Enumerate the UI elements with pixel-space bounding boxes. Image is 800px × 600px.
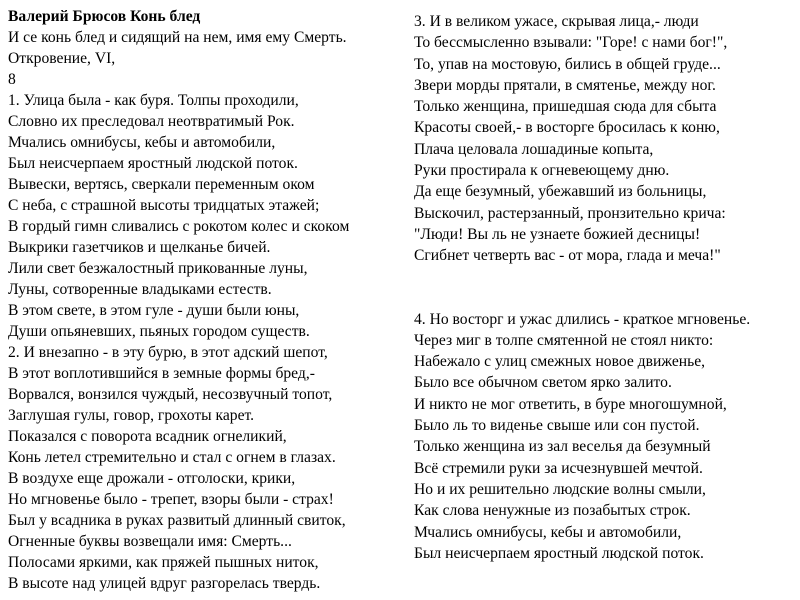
- verse-line: В гордый гимн сливались с рокотом колес и скоком: [8, 218, 350, 235]
- left-column: [8, 0, 400, 594]
- verse-line: Был неисчерпаем яростный людской поток.: [414, 544, 704, 562]
- verse-line: 2. И внезапно - в эту бурю, в этот адский шепот,: [8, 344, 328, 361]
- verse-line: В этом свете, в этом гуле - души были юны,: [8, 302, 300, 319]
- left-column-verses: [8, 90, 400, 594]
- stanza-divider: [414, 267, 800, 309]
- verse-line: Звери морды прятали, в смятенье, между ног.: [414, 76, 716, 94]
- verse-line: Луны, сотворенные владыками естеств.: [8, 281, 272, 298]
- verse-line: С неба, с страшной высоты тридцатых этажей;: [8, 197, 320, 214]
- verse-line: Но и их решительно людские волны смыли,: [414, 480, 706, 498]
- verse-line: Только женщина, пришедшая сюда для сбыта: [414, 98, 717, 116]
- verse-line: Всё стремили руки за исчезнувшей мечтой.: [414, 459, 703, 477]
- verse-line: Заглушая гулы, говор, грохоты карет.: [8, 407, 255, 424]
- verse-line: Сгибнет четверть вас - от мора, глада и меча!": [414, 247, 721, 265]
- verse-line: В высоте над улицей вдруг разгорелась твердь.: [8, 575, 321, 592]
- verse-line: Был у всадника в руках развитый длинный свиток,: [8, 512, 346, 529]
- poem-title: Валерий Брюсов Конь блед: [8, 8, 201, 25]
- right-column: [414, 0, 800, 564]
- epigraph-line: И се конь блед и сидящий на нем, имя ему Смерть.: [8, 29, 347, 46]
- stanza-4: [414, 309, 800, 565]
- verse-line: Но мгновенье было - трепет, взоры были - страх!: [8, 491, 334, 508]
- verse-line: В воздухе еще дрожали - отголоски, крики,: [8, 470, 296, 487]
- verse-line: Мчались омнибусы, кебы и автомобили,: [8, 134, 276, 151]
- epigraph: [8, 27, 400, 90]
- verse-line: Ворвался, вонзился чуждый, несозвучный топот,: [8, 386, 333, 403]
- verse-line: Вывески, вертясь, сверкали переменным оком: [8, 176, 315, 193]
- verse-line: Выкрики газетчиков и щелканье бичей.: [8, 239, 271, 256]
- verse-line: Был неисчерпаем яростный людской поток.: [8, 155, 298, 172]
- verse-line: Набежало с улиц смежных новое движенье,: [414, 353, 706, 371]
- verse-line: Выскочил, растерзанный, пронзительно крича:: [414, 204, 726, 222]
- verse-line: В этот воплотившийся в земные формы бред,-: [8, 365, 315, 382]
- epigraph-line: Откровение, VI,: [8, 50, 116, 67]
- verse-line: Да еще безумный, убежавший из больницы,: [414, 183, 707, 201]
- verse-line: 1. Улица была - как буря. Толпы проходили,: [8, 92, 299, 109]
- verse-line: Только женщина из зал веселья да безумный: [414, 438, 711, 456]
- verse-line: Мчались омнибусы, кебы и автомобили,: [414, 523, 682, 541]
- verse-line: То бессмысленно взывали: "Горе! с нами бог!",: [414, 34, 728, 52]
- verse-line: Огненные буквы возвещали имя: Смерть...: [8, 533, 292, 550]
- verse-line: 3. И в великом ужасе, скрывая лица,- люди: [414, 13, 699, 30]
- verse-line: Красоты своей,- в восторге бросилась к коню,: [414, 119, 720, 137]
- verse-line: Словно их преследовал неотвратимый Рок.: [8, 113, 295, 130]
- verse-line: Руки простирала к огневеющему дню.: [414, 162, 670, 180]
- verse-line: Конь летел стремительно и стал с огнем в глазах.: [8, 449, 336, 466]
- stanza-3: [414, 11, 800, 267]
- verse-line: Лили свет безжалостный прикованные луны,: [8, 260, 308, 277]
- verse-line: Плача целовала лошадиные копыта,: [414, 140, 654, 158]
- verse-line: И никто не мог ответить, в буре многошумной,: [414, 395, 727, 413]
- verse-line: Как слова ненужные из позабытых строк.: [414, 502, 691, 520]
- epigraph-line: 8: [8, 71, 16, 88]
- verse-line: Было ль то виденье свыше или сон пустой.: [414, 417, 700, 435]
- verse-line: Полосами яркими, как пряжей пышных ниток,: [8, 554, 319, 571]
- verse-line: "Люди! Вы ль не узнаете божией десницы!: [414, 225, 701, 243]
- verse-line: Показался с поворота всадник огнеликий,: [8, 428, 287, 445]
- verse-line: Души опьяневших, пьяных городом существ.: [8, 323, 310, 340]
- verse-line: Через миг в толпе смятенной не стоял никто:: [414, 331, 714, 349]
- verse-line: То, упав на мостовую, бились в общей груде...: [414, 55, 721, 73]
- verse-line: 4. Но восторг и ужас длились - краткое мгновенье.: [414, 310, 751, 328]
- verse-line: Было все обычном светом ярко залито.: [414, 374, 672, 392]
